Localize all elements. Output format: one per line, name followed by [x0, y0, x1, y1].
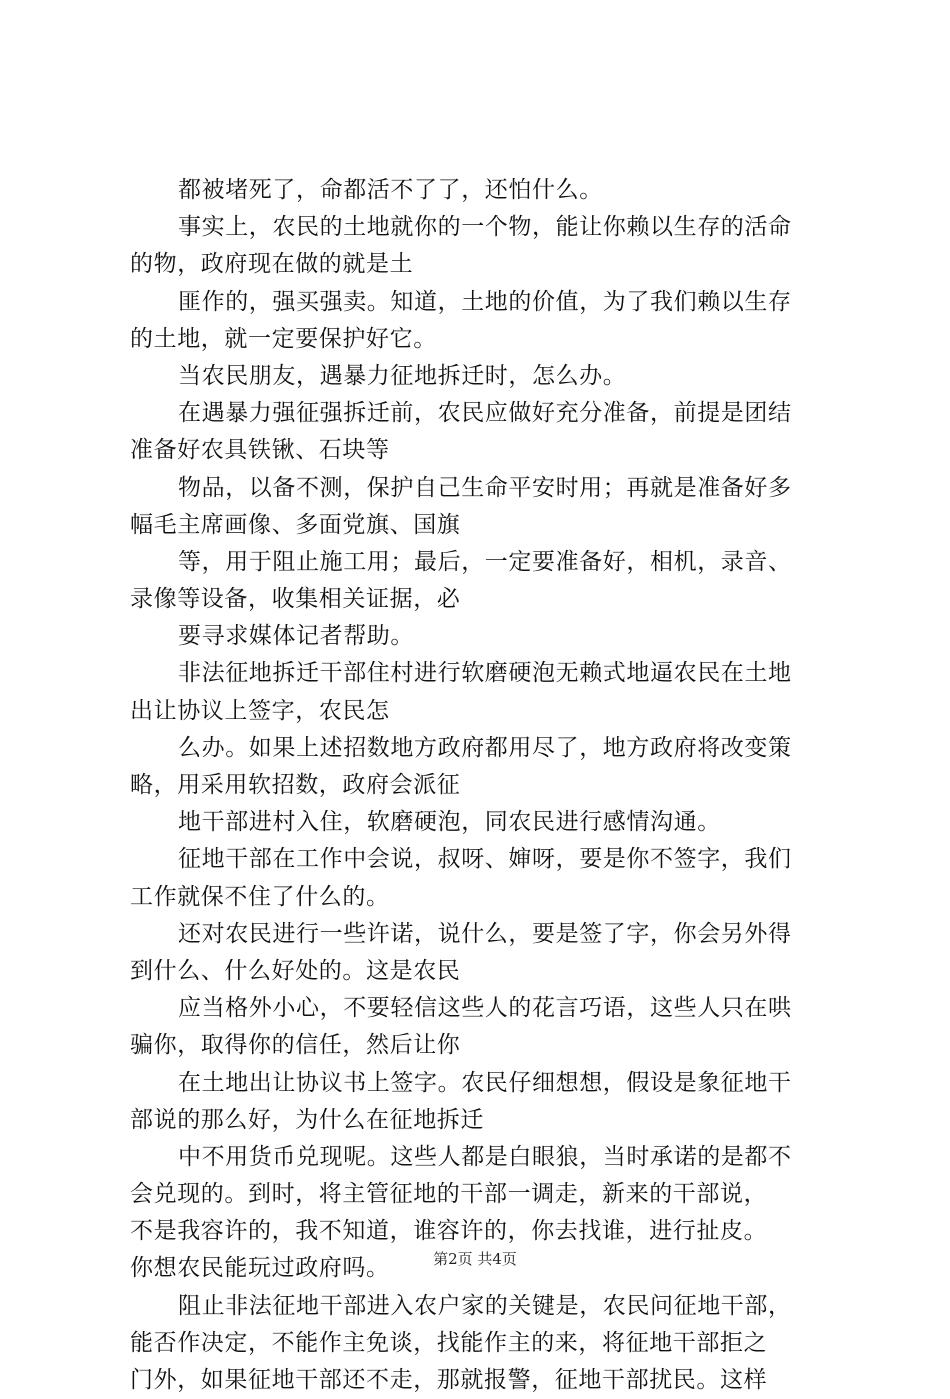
text-line: 部说的那么好，为什么在征地拆迁 — [130, 1106, 484, 1133]
text-line: 事实上，农民的土地就你的一个物，能让你赖以生存的活命 — [178, 214, 792, 241]
text-line: 等，用于阻止施工用；最后，一定要准备好，相机，录音、 — [178, 548, 792, 575]
text-line: 的物，政府现在做的就是土 — [130, 251, 414, 278]
text-line: 匪作的，强买强卖。知道，土地的价值，为了我们赖以生存 — [178, 288, 792, 315]
text-line: 物品，以备不测，保护自己生命平安时用；再就是准备好多 — [178, 474, 792, 501]
page-footer: 第2页 共4页 — [433, 1250, 517, 1268]
text-line: 出让协议上签字，农民怎 — [130, 697, 390, 724]
text-line: 幅毛主席画像、多面党旗、国旗 — [130, 511, 461, 538]
text-line: 门外，如果征地干部还不走，那就报警，征地干部扰民。这样 — [130, 1367, 768, 1393]
text-line: 当农民朋友，遇暴力征地拆迁时，怎么办。 — [178, 362, 627, 389]
text-line: 阻止非法征地干部进入农户家的关键是，农民问征地干部， — [178, 1292, 792, 1319]
text-line: 准备好农具铁锹、石块等 — [130, 437, 390, 464]
text-line: 会兑现的。到时，将主管征地的干部一调走，新来的干部说， — [130, 1181, 768, 1208]
text-line: 不是我容许的，我不知道，谁容许的，你去找谁，进行扯皮。 — [130, 1218, 768, 1245]
text-line: 在遇暴力强征强拆迁前，农民应做好充分准备，前提是团结 — [178, 400, 792, 427]
text-line: 工作就保不住了什么的。 — [130, 883, 390, 910]
text-line: 中不用货币兑现呢。这些人都是白眼狼，当时承诺的是都不 — [178, 1143, 792, 1170]
text-line: 都被堵死了，命都活不了了，还怕什么。 — [178, 177, 603, 203]
text-line: 非法征地拆迁干部住村进行软磨硬泡无赖式地逼农民在土地 — [178, 660, 792, 687]
text-line: 略，用采用软招数，政府会派征 — [130, 772, 461, 798]
text-line: 在土地出让协议书上签字。农民仔细想想，假设是象征地干 — [178, 1069, 792, 1096]
text-line: 你想农民能玩过政府吗。 — [130, 1255, 390, 1282]
text-line: 的土地，就一定要保护好它。 — [130, 325, 437, 352]
text-line: 还对农民进行一些许诺，说什么，要是签了字，你会另外得 — [178, 920, 792, 947]
text-line: 么办。如果上述招数地方政府都用尽了，地方政府将改变策 — [178, 734, 792, 761]
text-line: 骗你，取得你的信任，然后让你 — [130, 1032, 461, 1059]
text-line: 到什么、什么好处的。这是农民 — [130, 957, 461, 984]
text-line: 应当格外小心，不要轻信这些人的花言巧语，这些人只在哄 — [178, 995, 792, 1022]
text-line: 能否作决定，不能作主免谈，找能作主的来，将征地干部拒之 — [130, 1329, 768, 1356]
text-line: 地干部进村入住，软磨硬泡，同农民进行感情沟通。 — [178, 809, 721, 836]
text-line: 征地干部在工作中会说，叔呀、婶呀，要是你不签字，我们 — [178, 846, 792, 873]
text-line: 录像等设备，收集相关证据，必 — [130, 586, 461, 613]
text-line: 要寻求媒体记者帮助。 — [178, 623, 414, 650]
body-text — [130, 172, 834, 1399]
